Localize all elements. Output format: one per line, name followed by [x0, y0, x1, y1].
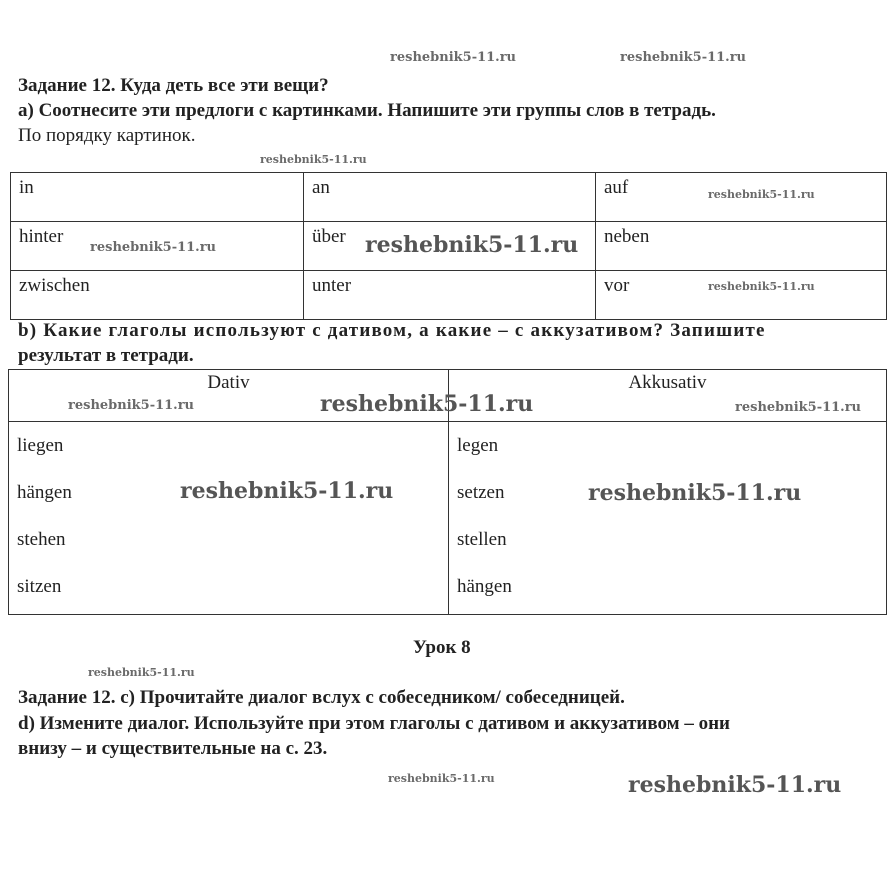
task-a: a) Соотнесите эти предлоги с картинками. Напишите эти группы слов в тетрадь.	[18, 100, 716, 121]
task-b-line2: результат в тетради.	[18, 345, 194, 366]
watermark: reshebnik5-11.ru	[320, 391, 534, 417]
verb: hängen	[457, 576, 512, 597]
verb: setzen	[457, 482, 505, 503]
watermark: reshebnik5-11.ru	[620, 50, 747, 65]
table-cell: vor	[596, 271, 887, 320]
table-cell: hinter	[11, 222, 304, 271]
table-cell: auf	[596, 173, 887, 222]
watermark: reshebnik5-11.ru	[390, 50, 517, 65]
watermark: reshebnik5-11.ru	[388, 772, 495, 785]
verb: hängen	[17, 482, 72, 503]
watermark: reshebnik5-11.ru	[260, 153, 367, 166]
header-akkusativ: Akkusativ	[449, 370, 887, 422]
watermark: reshebnik5-11.ru	[628, 772, 842, 798]
lesson-heading: Урок 8	[413, 637, 471, 658]
watermark: reshebnik5-11.ru	[180, 478, 394, 504]
verb: sitzen	[17, 576, 62, 597]
task-note: По порядку картинок.	[18, 125, 196, 146]
watermark: reshebnik5-11.ru	[88, 666, 195, 679]
verb: stehen	[17, 529, 66, 550]
header-dativ: Dativ	[9, 370, 449, 422]
table-cell: über	[304, 222, 596, 271]
watermark: reshebnik5-11.ru	[735, 400, 862, 415]
table-row	[11, 271, 887, 320]
table-row	[9, 422, 887, 615]
watermark: reshebnik5-11.ru	[68, 398, 195, 413]
task-d-line1: d) Измените диалог. Используйте при этом глаголы с дативом и аккузативом – они	[18, 713, 730, 734]
watermark: reshebnik5-11.ru	[708, 188, 815, 201]
table-cell: an	[304, 173, 596, 222]
table-cell: in	[11, 173, 304, 222]
watermark: reshebnik5-11.ru	[365, 232, 579, 258]
verb: legen	[457, 435, 499, 456]
table-cell: zwischen	[11, 271, 304, 320]
table-cell: neben	[596, 222, 887, 271]
watermark: reshebnik5-11.ru	[708, 280, 815, 293]
task-title: Задание 12. Куда деть все эти вещи?	[18, 75, 329, 96]
task-c: Задание 12. c) Прочитайте диалог вслух с собеседником/ собеседницей.	[18, 687, 625, 708]
task-d-line2: внизу – и существительные на с. 23.	[18, 738, 328, 759]
verb: stellen	[457, 529, 507, 550]
watermark: reshebnik5-11.ru	[90, 240, 217, 255]
table-cell: unter	[304, 271, 596, 320]
dativ-cell	[9, 422, 449, 615]
watermark: reshebnik5-11.ru	[588, 480, 802, 506]
verb: liegen	[17, 435, 64, 456]
akkusativ-cell	[449, 422, 887, 615]
task-b-line1: b) Какие глаголы используют с дативом, а какие – с аккузативом? Запишите	[18, 320, 766, 341]
